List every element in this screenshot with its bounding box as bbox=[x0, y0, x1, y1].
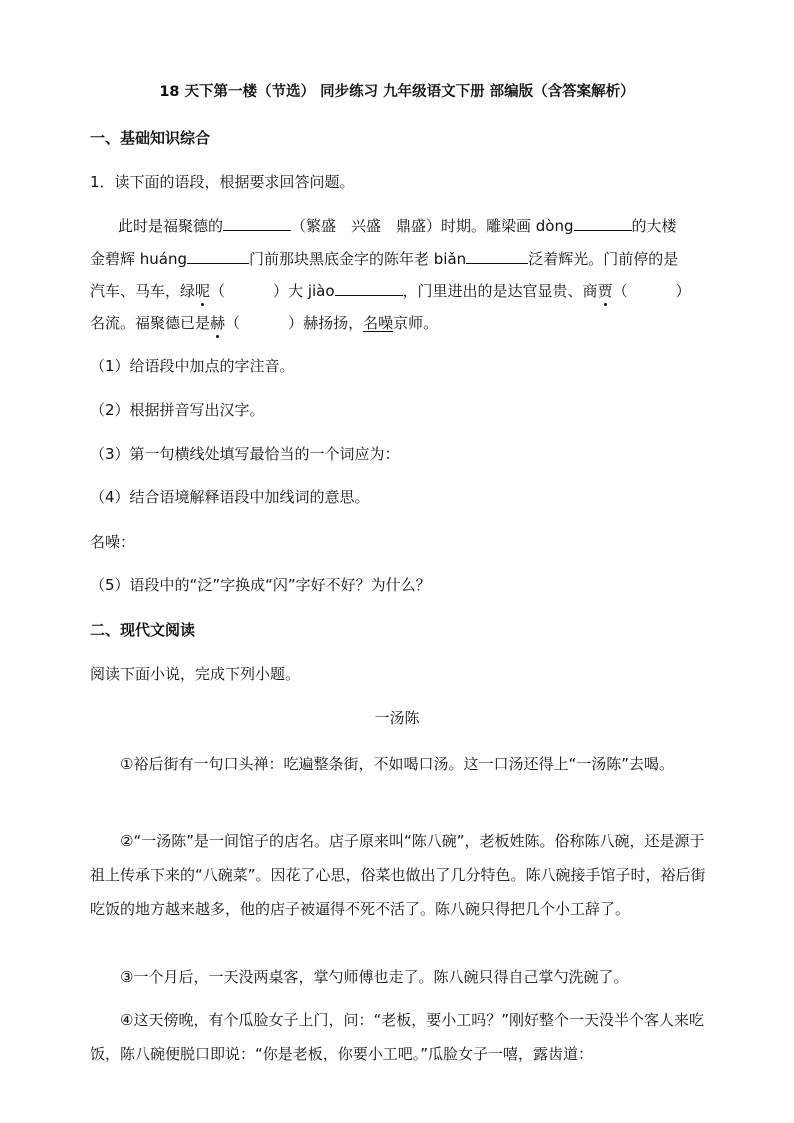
paren-close: ） bbox=[675, 282, 691, 300]
passage-line-1 bbox=[118, 215, 677, 236]
paren-open: （ bbox=[225, 314, 241, 332]
passage-text: 名流。福聚德已是 bbox=[90, 314, 211, 332]
paren-open: （ bbox=[612, 282, 628, 300]
passage-line-4 bbox=[90, 313, 438, 333]
paren-open: （ bbox=[210, 282, 226, 300]
passage-text: 京师。 bbox=[393, 314, 439, 332]
sub-question-5: （5）语段中的“泛”字换成“闪”字好不好？为什么？ bbox=[90, 576, 431, 594]
answer-blank[interactable] bbox=[187, 248, 249, 264]
paren-close: ） bbox=[273, 282, 289, 300]
story-title: 一汤陈 bbox=[374, 709, 420, 727]
passage-text: 赫扬扬， bbox=[303, 314, 364, 332]
dotted-character: 呢 bbox=[195, 282, 211, 300]
passage-text: 门前那块黑底金字的陈年老 biǎn bbox=[249, 250, 467, 268]
passage-line-2 bbox=[90, 248, 678, 269]
sub-question-3: （3）第一句横线处填写最恰当的一个词应为： bbox=[90, 445, 400, 463]
paren-close: ） bbox=[288, 314, 304, 332]
passage-text: 泛着辉光。门前停的是 bbox=[528, 250, 679, 268]
section-heading-modern-reading: 二、现代文阅读 bbox=[90, 621, 196, 639]
passage-text: 此时是福聚德的 bbox=[118, 217, 224, 235]
document-title: 18 天下第一楼（节选） 同步练习 九年级语文下册 部编版（含答案解析） bbox=[159, 84, 635, 100]
passage-text: ，门里进出的是达官显贵、商 bbox=[402, 282, 598, 300]
passage-text: （繁盛 兴盛 鼎盛）时期。雕梁画 dòng bbox=[291, 217, 574, 235]
reading-instruction: 阅读下面小说，完成下列小题。 bbox=[90, 665, 301, 683]
dotted-character: 贾 bbox=[597, 282, 613, 300]
underlined-word: 名噪 bbox=[363, 314, 394, 332]
passage-line-3 bbox=[90, 280, 691, 301]
story-paragraph: ④这天傍晚，有个瓜脸女子上门，问：“老板，要小工吗？”刚好整个一天没半个客人来吃饭，陈八碗便脱口即说：“你是老板，你要小工吧。”瓜脸女子一嘻，露齿道： bbox=[90, 1011, 704, 1063]
answer-blank[interactable] bbox=[574, 215, 632, 231]
sub-question-2: （2）根据拼音写出汉字。 bbox=[90, 401, 265, 419]
answer-blank[interactable] bbox=[223, 215, 291, 231]
story-paragraph: ③一个月后，一天没两桌客，掌勺师傅也走了。陈八碗只得自己掌勺洗碗了。 bbox=[120, 968, 629, 986]
sub-question-4: （4）结合语境解释语段中加线词的意思。 bbox=[90, 488, 370, 506]
section-heading-basic-knowledge: 一、基础知识综合 bbox=[90, 129, 211, 147]
answer-blank[interactable] bbox=[466, 248, 528, 264]
passage-text: 大 jiào bbox=[288, 282, 335, 300]
sub-question-1: （1）给语段中加点的字注音。 bbox=[90, 357, 295, 375]
passage-text: 金碧辉 huáng bbox=[90, 250, 188, 268]
passage-text: 汽车、马车，绿 bbox=[90, 282, 196, 300]
answer-blank[interactable] bbox=[335, 280, 403, 296]
sub-question-4-label: 名噪： bbox=[90, 533, 136, 551]
passage-text: 的大楼 bbox=[631, 217, 677, 235]
dotted-character: 赫 bbox=[210, 314, 226, 332]
story-paragraph: ②“一汤陈”是一间馆子的店名。店子原来叫“陈八碗”，老板姓陈。俗称陈八碗，还是源于祖上传承下来的“八碗菜”。因花了心思，俗菜也做出了几分特色。陈八碗接手馆子时，裕后街吃饭的地方越来越多，他的店子被逼得不死不活了。陈八碗只得把几个小工辞了。 bbox=[90, 832, 706, 918]
story-paragraph: ①裕后街有一句口头禅：吃遍整条街，不如喝口汤。这一口汤还得上“一汤陈”去喝。 bbox=[120, 755, 674, 773]
question-1-stem: 1．读下面的语段，根据要求回答问题。 bbox=[90, 173, 355, 191]
